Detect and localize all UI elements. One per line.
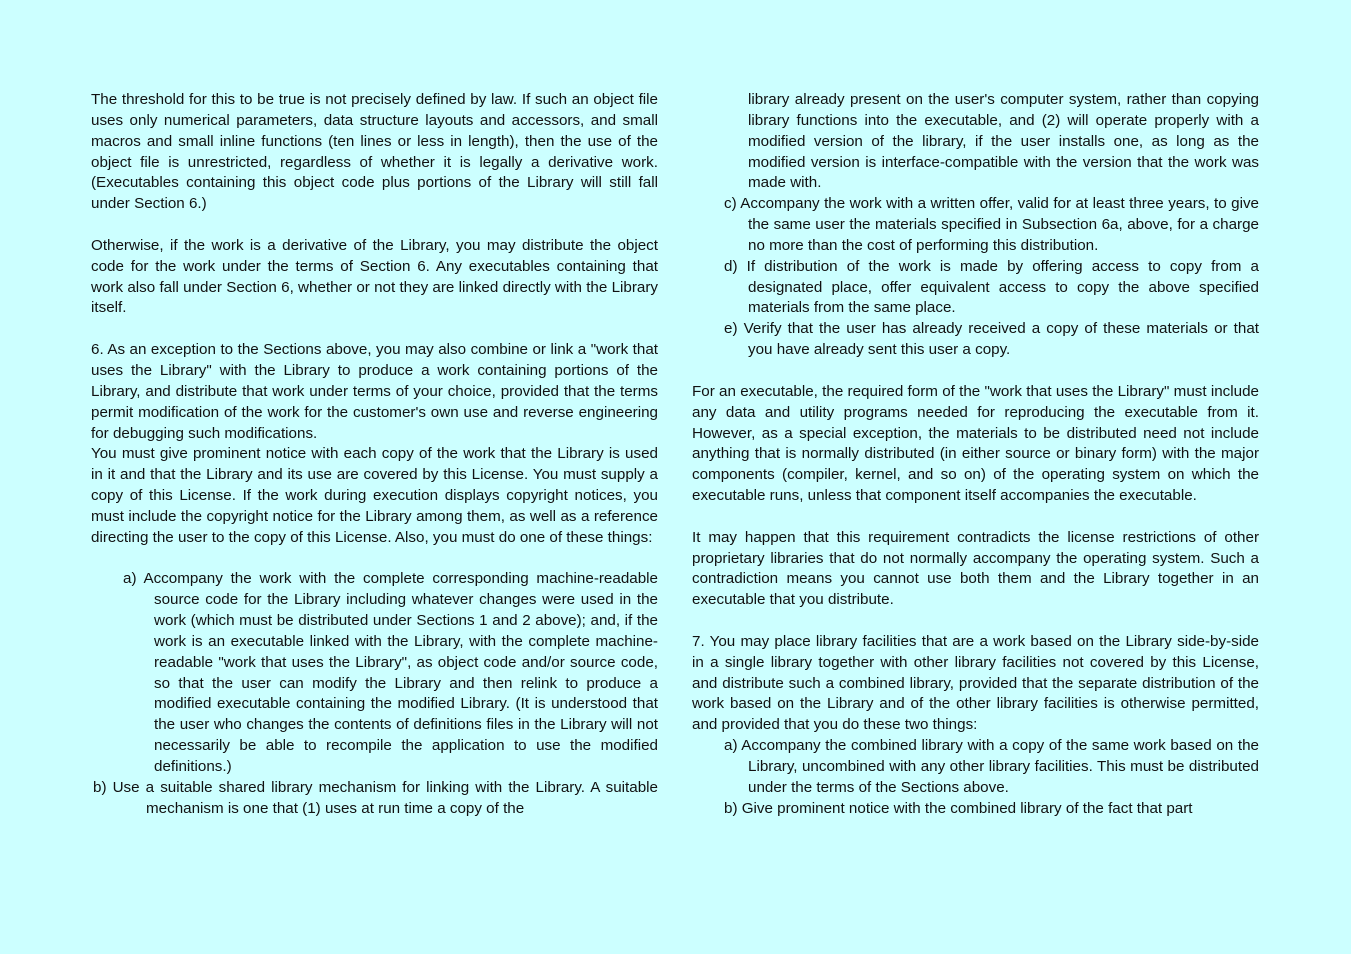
right-column — [692, 90, 1259, 820]
list-item-6e: e) Verify that the user has already received a copy of these materials or that you have already sent this user a copy. — [724, 320, 1259, 359]
list-item-6a: a) Accompany the work with the complete corresponding machine-readable source code for the Library including whatever changes were used in the work (which must be distributed under Sections 1 and 2 above); and, if the work is an executable linked with the Library, with the complete machine-readable "work that uses the Library", as object code and/or source code, so that the user can modify the Library and then relink to produce a modified executable containing the modified Library. (It is understood that the user who changes the contents of definitions files in the Library will not necessarily be able to recompile the application to use the modified definitions.) — [123, 570, 658, 775]
list-item-6c: c) Accompany the work with a written offer, valid for at least three years, to give the same user the materials specified in Subsection 6a, above, for a charge no more than the cost of performing this distribution. — [724, 195, 1259, 254]
paragraph-section-7: 7. You may place library facilities that are a work based on the Library side-by-side in a single library together with other library facilities not covered by this License, and distribute such a combined library, provided that the separate distribution of the work based on the Library and of the other library facilities is otherwise permitted, and provided that you do these two things: — [692, 632, 1259, 734]
paragraph-derivative-object-code: Otherwise, if the work is a derivative of the Library, you may distribute the object code for the work under the terms of Section 6. Any executables containing that work also fall under Section 6, whether or not they are linked directly with the Library itself. — [91, 236, 658, 317]
left-column — [91, 90, 658, 820]
paragraph-section-6: 6. As an exception to the Sections above, you may also combine or link a "work that uses the Library" with the Library to produce a work containing portions of the Library, and distribute that work under terms of your choice, provided that the terms permit modification of the work for the customer's own use and reverse engineering for debugging such modifications. — [91, 341, 658, 442]
paragraph-license-contradiction: It may happen that this requirement contradicts the license restrictions of other proprietary libraries that do not normally accompany the operating system. Such a contradiction means you cannot use both them and the Library together in an executable that you distribute. — [692, 528, 1259, 609]
list-item-6b-continued: library already present on the user's computer system, rather than copying library functions into the executable, and (2) will operate properly with a modified version of the library, if the user installs one, as long as the modified version is interface-compatible with the version that the work was made with. — [748, 91, 1259, 192]
list-item-7b: b) Give prominent notice with the combined library of the fact that part — [724, 799, 1193, 817]
list-item-6d: d) If distribution of the work is made by offering access to copy from a designated place, offer equivalent access to copy the above specified materials from the same place. — [724, 257, 1259, 317]
section-6-options-list-continued — [692, 194, 1259, 361]
list-item-6b: b) Use a suitable shared library mechanism for linking with the Library. A suitable mechanism is one that (1) uses at run time a copy of the — [93, 778, 658, 817]
list-item-7a: a) Accompany the combined library with a copy of the same work based on the Library, uncombined with any other library facilities. This must be distributed under the terms of the Sections above. — [724, 737, 1259, 796]
section-6-options-list — [91, 569, 658, 819]
paragraph-object-file-threshold: The threshold for this to be true is not precisely defined by law. If such an object file uses only numerical parameters, data structure layouts and accessors, and small macros and small inline functions (ten lines or less in length), then the use of the object file is unrestricted, regardless of whether it is legally a derivative work. (Executables containing this object code plus portions of the Library will still fall under Section 6.) — [91, 91, 658, 213]
paragraph-executable-form: For an executable, the required form of the "work that uses the Library" must include any data and utility programs needed for reproducing the executable from it. However, as a special exception, the materials to be distributed need not include anything that is normally distributed (in either source or binary form) with the major components (compiler, kernel, and so on) of the operating system on which the executable runs, unless that component itself accompanies the executable. — [692, 382, 1259, 505]
paragraph-prominent-notice: You must give prominent notice with each copy of the work that the Library is used in it and that the Library and its use are covered by this License. You must supply a copy of this License. If the work during execution displays copyright notices, you must include the copyright notice for the Library among them, as well as a reference directing the user to the copy of this License. Also, you must do one of these things: — [91, 445, 658, 546]
section-7-options-list — [692, 736, 1259, 819]
